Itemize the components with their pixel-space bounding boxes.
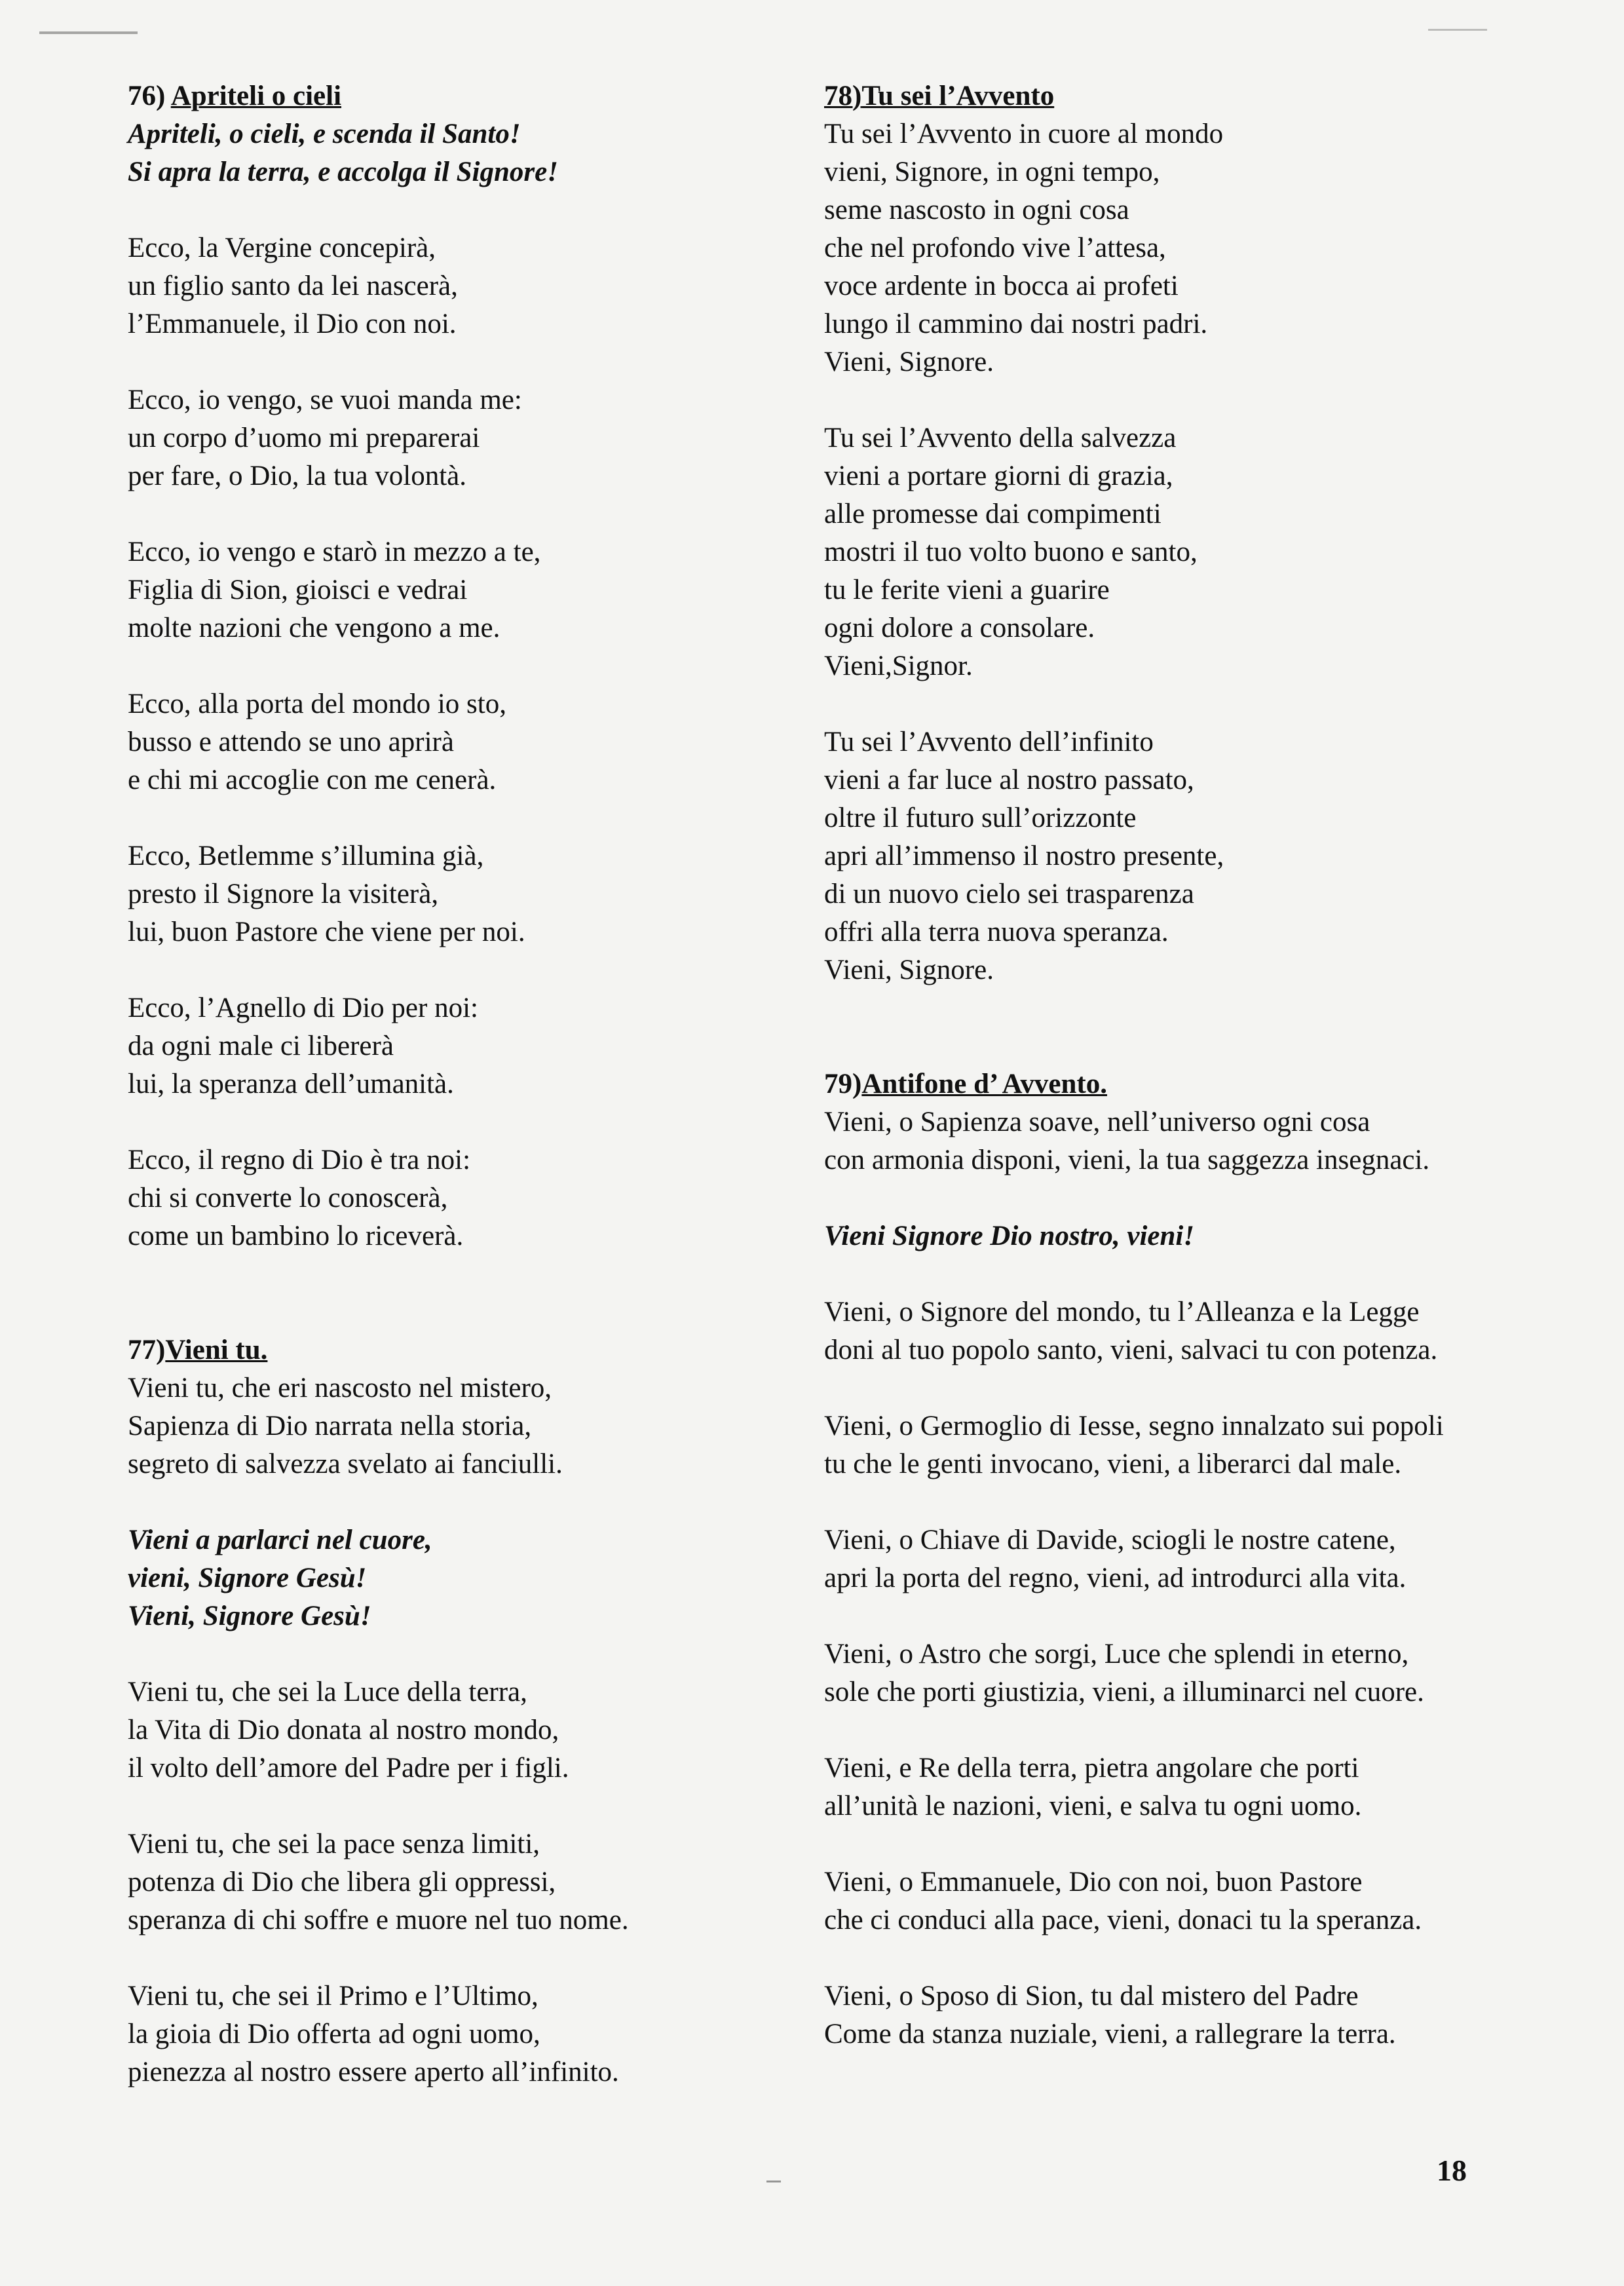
verse-line: apri la porta del regno, vieni, ad introdurci alla vita. — [824, 1563, 1407, 1593]
verse-line: Vieni tu, che sei la pace senza limiti, — [128, 1829, 540, 1859]
left-column — [128, 77, 783, 2091]
verse-line: segreto di salvezza svelato ai fanciulli. — [128, 1449, 563, 1479]
stanza — [128, 1977, 783, 2091]
verse-line: il volto dell’amore del Padre per i figli. — [128, 1753, 569, 1783]
song-title — [128, 77, 783, 115]
song-title-text: Vieni tu. — [165, 1335, 268, 1365]
verse-line: oltre il futuro sull’orizzonte — [824, 803, 1137, 833]
verse-line: tu le ferite vieni a guarire — [824, 575, 1110, 605]
stanza — [128, 1825, 783, 1939]
verse-line: Vieni tu, che eri nascosto nel mistero, — [128, 1373, 552, 1403]
verse-line: Vieni, o Astro che sorgi, Luce che splendi in eterno, — [824, 1639, 1409, 1669]
page-number: 18 — [1437, 2154, 1467, 2187]
verse-line: la gioia di Dio offerta ad ogni uomo, — [128, 2019, 540, 2049]
verse-line: lungo il cammino dai nostri padri. — [824, 309, 1208, 339]
verse-line: Vieni, o Sapienza soave, nell’universo ogni cosa — [824, 1107, 1370, 1137]
stanza — [128, 533, 783, 647]
song-title — [128, 1331, 783, 1369]
verse-line: Vieni,Signor. — [824, 651, 973, 681]
verse-line: la Vita di Dio donata al nostro mondo, — [128, 1715, 559, 1745]
stanza — [824, 1407, 1577, 1483]
verse-line: vieni a portare giorni di grazia, — [824, 461, 1173, 491]
verse-line: da ogni male ci libererà — [128, 1031, 394, 1061]
stanza — [128, 685, 783, 799]
verse-line: l’Emmanuele, il Dio con noi. — [128, 309, 457, 339]
stanza — [824, 1863, 1577, 1939]
stanza — [824, 1103, 1577, 1179]
verse-line: vieni, Signore, in ogni tempo, — [824, 157, 1160, 187]
scan-speck — [766, 2181, 781, 2182]
verse-line: di un nuovo cielo sei trasparenza — [824, 879, 1194, 909]
verse-line: che ci conduci alla pace, vieni, donaci tu la speranza. — [824, 1905, 1422, 1935]
verse-line: Ecco, il regno di Dio è tra noi: — [128, 1145, 471, 1175]
verse-line: Figlia di Sion, gioisci e vedrai — [128, 575, 468, 605]
verse-line: molte nazioni che vengono a me. — [128, 613, 500, 643]
song-number: 76) — [128, 81, 166, 111]
stanza — [128, 1369, 783, 1483]
song-title-text: Tu sei l’Avvento — [861, 81, 1055, 111]
verse-line: Tu sei l’Avvento in cuore al mondo — [824, 119, 1224, 149]
refrain-line: Vieni Signore Dio nostro, vieni! — [824, 1221, 1195, 1251]
stanza — [824, 1293, 1577, 1369]
verse-line: Vieni, Signore. — [824, 347, 994, 377]
verse-line: Tu sei l’Avvento della salvezza — [824, 423, 1177, 453]
stanza — [824, 723, 1577, 989]
verse-line: voce ardente in bocca ai profeti — [824, 271, 1179, 301]
verse-line: Vieni tu, che sei il Primo e l’Ultimo, — [128, 1981, 538, 2011]
verse-line: all’unità le nazioni, vieni, e salva tu ogni uomo. — [824, 1791, 1362, 1821]
song-number: 79) — [824, 1069, 862, 1099]
verse-line: Come da stanza nuziale, vieni, a rallegrare la terra. — [824, 2019, 1396, 2049]
verse-line: offri alla terra nuova speranza. — [824, 917, 1169, 947]
verse-line: Vieni, o Chiave di Davide, sciogli le nostre catene, — [824, 1525, 1396, 1555]
song-number: 77) — [128, 1335, 166, 1365]
stanza — [128, 229, 783, 343]
song-title — [824, 77, 1577, 115]
verse-line: Ecco, alla porta del mondo io sto, — [128, 689, 506, 719]
verse-line: Ecco, io vengo, se vuoi manda me: — [128, 385, 522, 415]
verse-line: Vieni, Signore. — [824, 955, 994, 985]
stanza — [128, 837, 783, 951]
refrain-line: Vieni, Signore Gesù! — [128, 1601, 371, 1631]
verse-line: per fare, o Dio, la tua volontà. — [128, 461, 467, 491]
verse-line: potenza di Dio che libera gli oppressi, — [128, 1867, 556, 1897]
refrain-line: Vieni a parlarci nel cuore, — [128, 1525, 432, 1555]
verse-line: chi si converte lo conoscerà, — [128, 1183, 448, 1213]
verse-line: Ecco, Betlemme s’illumina già, — [128, 841, 484, 871]
refrain-line: Apriteli, o cieli, e scenda il Santo! — [128, 119, 521, 149]
verse-line: con armonia disponi, vieni, la tua saggezza insegnaci. — [824, 1145, 1430, 1175]
scan-speck — [39, 31, 138, 34]
verse-line: apri all’immenso il nostro presente, — [824, 841, 1224, 871]
song-76 — [128, 77, 783, 1255]
refrain-line: vieni, Signore Gesù! — [128, 1563, 367, 1593]
verse-line: Sapienza di Dio narrata nella storia, — [128, 1411, 532, 1441]
verse-line: seme nascosto in ogni cosa — [824, 195, 1129, 225]
verse-line: Vieni, o Signore del mondo, tu l’Alleanza e la Legge — [824, 1297, 1420, 1327]
refrain — [128, 1521, 783, 1635]
stanza — [824, 1521, 1577, 1597]
verse-line: presto il Signore la visiterà, — [128, 879, 439, 909]
verse-line: busso e attendo se uno aprirà — [128, 727, 454, 757]
stanza — [824, 1635, 1577, 1711]
verse-line: Tu sei l’Avvento dell’infinito — [824, 727, 1154, 757]
song-77 — [128, 1331, 783, 2091]
stanza — [128, 1141, 783, 1255]
verse-line: ogni dolore a consolare. — [824, 613, 1095, 643]
verse-line: come un bambino lo riceverà. — [128, 1221, 464, 1251]
verse-line: Ecco, l’Agnello di Dio per noi: — [128, 993, 478, 1023]
verse-line: Vieni, o Germoglio di Iesse, segno innalzato sui popoli — [824, 1411, 1444, 1441]
verse-line: tu che le genti invocano, vieni, a liberarci dal male. — [824, 1449, 1402, 1479]
verse-line: Vieni, o Emmanuele, Dio con noi, buon Pastore — [824, 1867, 1363, 1897]
right-column — [824, 77, 1577, 2053]
verse-line: un figlio santo da lei nascerà, — [128, 271, 458, 301]
verse-line: Vieni, e Re della terra, pietra angolare che porti — [824, 1753, 1359, 1783]
verse-line: doni al tuo popolo santo, vieni, salvaci tu con potenza. — [824, 1335, 1438, 1365]
verse-line: Ecco, la Vergine concepirà, — [128, 233, 436, 263]
song-title-text: Apriteli o cieli — [170, 81, 342, 111]
verse-line: Ecco, io vengo e starò in mezzo a te, — [128, 537, 541, 567]
verse-line: sole che porti giustizia, vieni, a illuminarci nel cuore. — [824, 1677, 1424, 1707]
stanza — [128, 381, 783, 495]
verse-line: speranza di chi soffre e muore nel tuo nome. — [128, 1905, 629, 1935]
verse-line: Vieni tu, che sei la Luce della terra, — [128, 1677, 527, 1707]
stanza — [824, 419, 1577, 685]
verse-line: lui, la speranza dell’umanità. — [128, 1069, 454, 1099]
song-title — [824, 1065, 1577, 1103]
verse-line: Vieni, o Sposo di Sion, tu dal mistero del Padre — [824, 1981, 1359, 2011]
verse-line: vieni a far luce al nostro passato, — [824, 765, 1194, 795]
scan-speck — [1428, 29, 1487, 31]
song-78 — [824, 77, 1577, 989]
stanza — [128, 989, 783, 1103]
song-title-text: Antifone d’ Avvento. — [861, 1069, 1107, 1099]
stanza — [128, 1673, 783, 1787]
stanza — [824, 1977, 1577, 2053]
stanza — [824, 115, 1577, 381]
verse-line: lui, buon Pastore che viene per noi. — [128, 917, 525, 947]
verse-line: alle promesse dai compimenti — [824, 499, 1161, 529]
stanza — [824, 1749, 1577, 1825]
song-79 — [824, 1065, 1577, 2053]
verse-line: pienezza al nostro essere aperto all’infinito. — [128, 2057, 619, 2087]
verse-line: che nel profondo vive l’attesa, — [824, 233, 1166, 263]
song-number: 78) — [824, 81, 862, 111]
verse-line: e chi mi accoglie con me cenerà. — [128, 765, 497, 795]
refrain-line: Si apra la terra, e accolga il Signore! — [128, 157, 558, 187]
verse-line: mostri il tuo volto buono e santo, — [824, 537, 1198, 567]
verse-line: un corpo d’uomo mi preparerai — [128, 423, 480, 453]
